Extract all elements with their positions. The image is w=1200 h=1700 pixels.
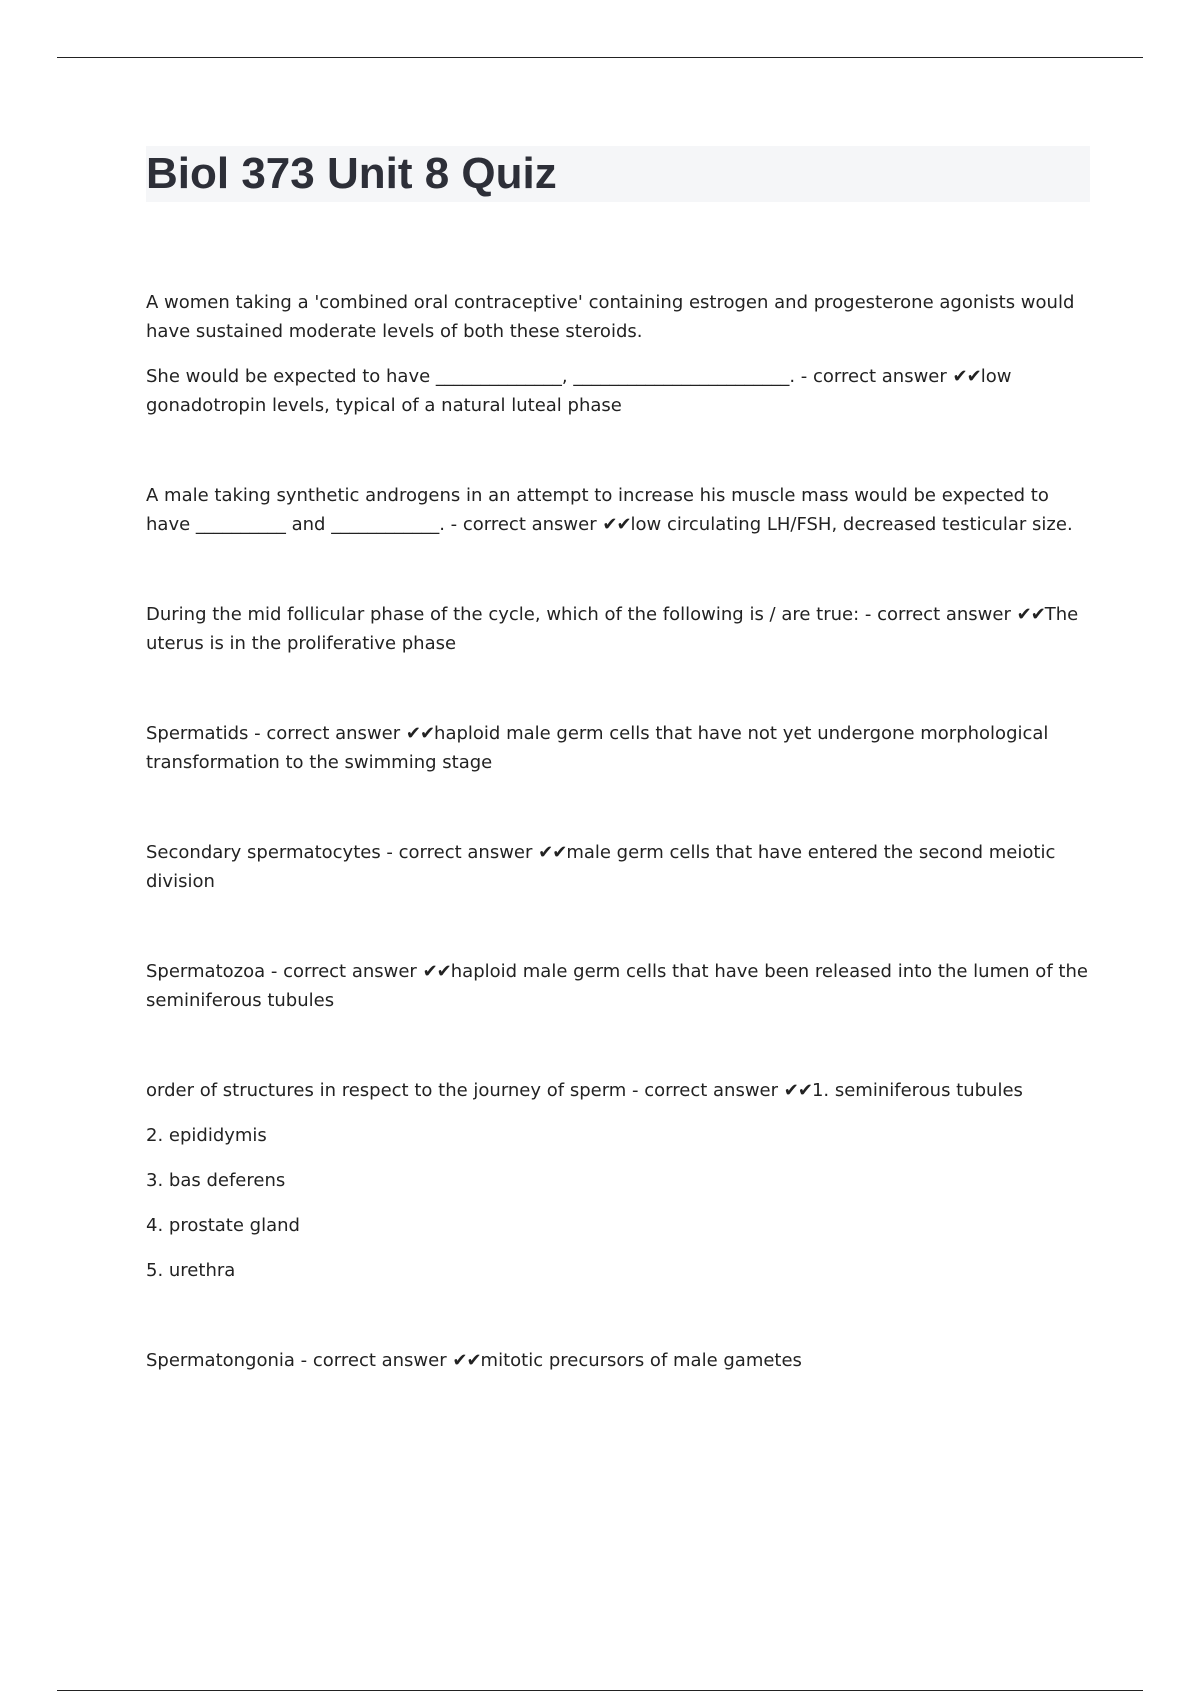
- question-4-body: [146, 719, 1092, 777]
- list-item: 5. urethra: [146, 1260, 236, 1281]
- checkmark-icon: ✔✔: [538, 842, 567, 863]
- list-item: 4. prostate gland: [146, 1215, 300, 1236]
- question-4-answer: haploid male germ cells that have not yet undergone morphological transformation to the swimming stage: [146, 723, 1049, 773]
- question-8-body: [146, 1346, 1092, 1375]
- question-4: [146, 719, 1092, 777]
- question-1-intro: A women taking a 'combined oral contraceptive' containing estrogen and progesterone agonists would have sustained moderate levels of both these steroids.: [146, 292, 1075, 342]
- question-2-body: [146, 481, 1092, 539]
- question-6-body: [146, 957, 1092, 1015]
- question-5: [146, 838, 1092, 896]
- list-item: 2. epididymis: [146, 1125, 267, 1146]
- question-2: [146, 481, 1092, 539]
- checkmark-icon: ✔✔: [452, 1350, 481, 1371]
- top-rule: [57, 57, 1143, 58]
- question-2-answer: low circulating LH/FSH, decreased testicular size.: [630, 514, 1073, 535]
- checkmark-icon: ✔✔: [602, 514, 631, 535]
- question-3-prompt: During the mid follicular phase of the cycle, which of the following is / are true: - correct answer: [146, 604, 1011, 625]
- checkmark-icon: ✔✔: [422, 961, 451, 982]
- question-6-prompt: Spermatozoa - correct answer: [146, 961, 417, 982]
- checkmark-icon: ✔✔: [405, 723, 435, 744]
- question-3-answer: The uterus is in the proliferative phase: [146, 604, 1079, 654]
- question-5-prompt: Secondary spermatocytes - correct answer: [146, 842, 533, 863]
- question-5-body: [146, 838, 1092, 896]
- question-6-answer: haploid male germ cells that have been released into the lumen of the seminiferous tubules: [146, 961, 1088, 1011]
- document-title: Biol 373 Unit 8 Quiz: [146, 149, 557, 198]
- question-6: [146, 957, 1092, 1015]
- question-1: [146, 288, 1092, 420]
- question-7: [146, 1076, 1092, 1285]
- bottom-rule: [57, 1690, 1143, 1691]
- question-1-prompt: She would be expected to have ______________, ________________________. - correct answer: [146, 366, 947, 387]
- question-2-prompt: A male taking synthetic androgens in an attempt to increase his muscle mass would be expected to have __________ and ____________. - correct answer: [146, 485, 1049, 535]
- question-1-answer: low gonadotropin levels, typical of a natural luteal phase: [146, 366, 1012, 416]
- question-8-answer: mitotic precursors of male gametes: [480, 1350, 802, 1371]
- checkmark-icon: ✔✔: [783, 1080, 812, 1101]
- question-3-body: [146, 600, 1092, 658]
- checkmark-icon: ✔✔: [1016, 604, 1045, 625]
- question-5-answer: male germ cells that have entered the second meiotic division: [146, 842, 1056, 892]
- question-8-prompt: Spermatongonia - correct answer: [146, 1350, 447, 1371]
- question-3: [146, 600, 1092, 658]
- question-7-prompt: order of structures in respect to the journey of sperm - correct answer: [146, 1080, 779, 1101]
- quiz-content: [146, 288, 1092, 1375]
- question-8: [146, 1346, 1092, 1375]
- question-7-answer: 1. seminiferous tubules: [811, 1080, 1023, 1101]
- list-item: 3. bas deferens: [146, 1170, 286, 1191]
- checkmark-icon: ✔✔: [952, 366, 981, 387]
- question-7-body: [146, 1076, 1092, 1105]
- question-1-body: [146, 362, 1092, 420]
- question-4-prompt: Spermatids - correct answer: [146, 723, 401, 744]
